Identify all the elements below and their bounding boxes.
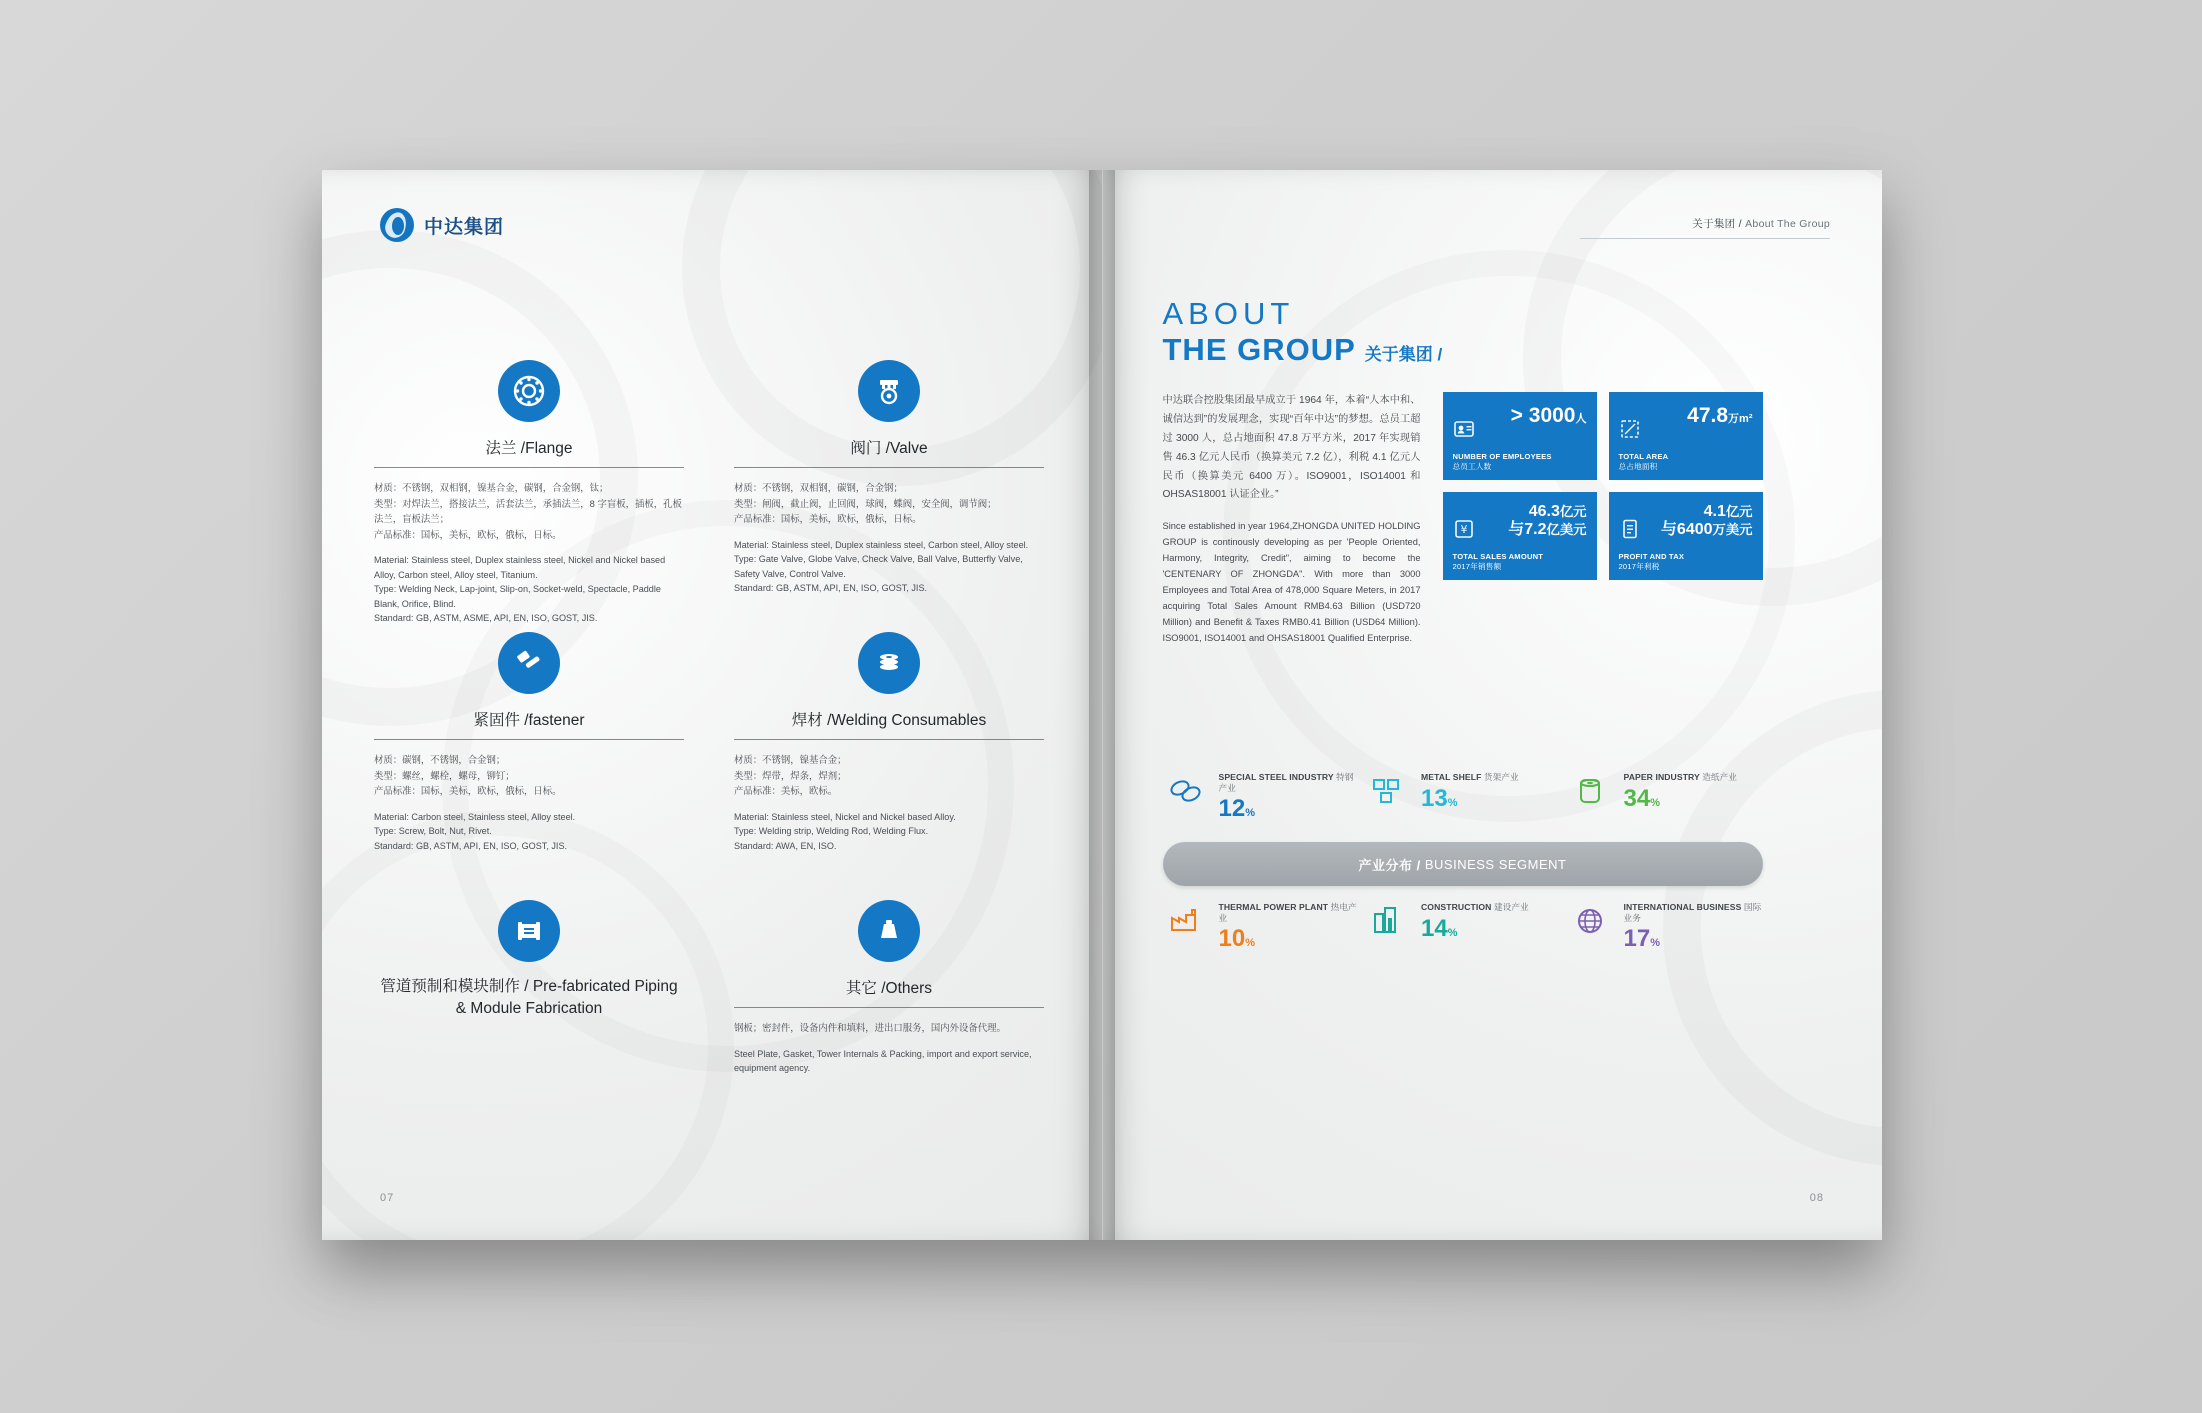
segment-text <box>1219 900 1358 952</box>
welding-consumables-icon <box>858 632 920 694</box>
segment-value <box>1421 916 1529 941</box>
segment-text <box>1421 770 1519 811</box>
stat-sup: 与 <box>1660 521 1677 539</box>
sales-icon <box>1453 518 1475 540</box>
segment-suffix: % <box>1650 937 1660 950</box>
stat-number: > 3000 <box>1510 404 1576 427</box>
stat-label-cn: 总占地面积 <box>1618 462 1658 472</box>
segment-name-cn: 特钢产业 <box>1218 772 1354 793</box>
category-text-cn: 材质：碳钢，不锈钢，合金钢； 类型：螺丝，螺栓，螺母，铆钉； 产品标准：国标，美标，欧标，俄标，日标。 <box>374 754 562 797</box>
piping-module-icon <box>498 900 560 962</box>
segment-text <box>1421 900 1529 941</box>
segment-number: 14 <box>1421 914 1448 942</box>
segment-number: 13 <box>1421 784 1448 812</box>
stat-profit-tax <box>1609 492 1763 580</box>
segment-name-cn: 货架产业 <box>1483 772 1519 782</box>
category-fastener <box>374 632 684 853</box>
about-paragraph-en: Since established in year 1964,ZHONGDA UNITED HOLDING GROUP is continously developing as per 'People Oriented, Harmony, Integrity, Credit", aiming to become the 'CENTENARY OF ZHONGDA". With more than 3000 Employees and Total Area of 478,000 Square Meters, in 2017 acquiring Total Sales Amount RMB4.63 Billion (USD720 Million) and Benefit & Taxes RMB0.41 Billion (USD64 Million). ISO9001, ISO14001 and OHSAS18001 Qualified Enterprise. <box>1162 521 1421 644</box>
stat-label-cn: 总员工人数 <box>1452 462 1492 472</box>
segment-suffix: % <box>1447 926 1458 939</box>
brochure-spread <box>322 170 1882 1240</box>
segment-name <box>1421 902 1529 913</box>
segment-international-business <box>1568 900 1763 952</box>
category-others <box>734 900 1044 1076</box>
category-title: 其它 /Others <box>845 980 933 997</box>
divider <box>734 1007 1044 1008</box>
segment-suffix: % <box>1245 937 1255 950</box>
logo-text: 中达集团 <box>424 216 505 238</box>
about-body <box>1163 392 1421 647</box>
page-number-right: 08 <box>1809 1192 1824 1204</box>
about-paragraph-cn: 中达联合控股集团最早成立于 1964 年，本着“人本中和、诚信达到”的发展理念，实现“百年中达”的梦想。总员工超过 3000 人，总占地面积 47.8 万平方米，2017 年实现销售 46.3 亿元人民币（换算美元 7.2 亿），利税 4.1 亿元人民币（换算美元 6400 万）。ISO9001，ISO14001 和 OHSAS18001 认证企业。” <box>1162 395 1421 501</box>
category-text-en: Material: Stainless steel, Duplex stainless steel, Nickel and Nickel based Alloy, Carbon steel, Alloy steel, Titanium. Type: Welding Neck, Lap-joint, Slip-on, Socket-weld, Spectacle, Paddle Blank, Orifice, Blind. Standard: GB, ASTM, ASME, API, EN, ISO, GOST, JIS. <box>374 555 666 624</box>
international-business-icon <box>1568 900 1614 942</box>
stat-number: 4.1 <box>1703 503 1726 520</box>
category-flange <box>374 360 684 626</box>
segment-name-cn: 国际业务 <box>1623 902 1762 923</box>
segment-metal-shelf <box>1365 770 1560 822</box>
segment-text <box>1624 770 1738 811</box>
stat-label-en: TOTAL SALES AMOUNT <box>1452 552 1544 562</box>
page-title <box>1163 296 1443 368</box>
segment-name <box>1219 772 1358 793</box>
paper-industry-icon <box>1568 770 1614 812</box>
category-piping-module <box>374 900 684 1030</box>
segment-special-steel <box>1163 770 1358 822</box>
construction-icon <box>1365 900 1411 942</box>
segment-name-cn: 建设产业 <box>1493 902 1529 912</box>
segment-value <box>1624 786 1738 811</box>
stat-label-cn: 2017年销售额 <box>1452 562 1502 572</box>
segment-construction <box>1365 900 1560 952</box>
category-text-cn: 钢板；密封件，设备内件和填料，进出口服务，国内外设备代理。 <box>734 1022 1006 1033</box>
category-welding-consumables <box>734 632 1044 853</box>
segment-name <box>1624 902 1763 923</box>
segment-suffix: % <box>1447 796 1458 809</box>
breadcrumb <box>1692 216 1830 231</box>
segment-number: 10 <box>1218 925 1246 953</box>
stat-unit: 亿元 <box>1559 504 1587 519</box>
stat-total-sales <box>1443 492 1597 580</box>
segment-value <box>1219 926 1358 951</box>
segment-value <box>1421 786 1519 811</box>
category-text-cn: 材质：不锈钢，镍基合金； 类型：焊带，焊条，焊剂； 产品标准：美标，欧标。 <box>734 754 847 797</box>
segment-name-en: PAPER INDUSTRY <box>1623 772 1700 782</box>
stat-sup: 与 <box>1508 521 1525 539</box>
category-title: 阀门 /Valve <box>850 440 928 457</box>
category-title: 管道预制和模块制作 / Pre-fabricated Piping & Module Fabrication <box>380 978 678 1018</box>
page-title-en: THE GROUP <box>1162 332 1356 367</box>
category-text-cn: 材质：不锈钢，双相钢，镍基合金，碳钢，合金钢，钛； 类型：对焊法兰，搭接法兰，活套法兰，承插法兰，8 字盲板，插板，孔板法兰，盲板法兰； 产品标准：国标，美标，欧标，俄标，日标。 <box>374 482 682 540</box>
breadcrumb-divider <box>1580 238 1830 239</box>
segment-name-en: SPECIAL STEEL INDUSTRY <box>1218 772 1334 782</box>
segment-text <box>1219 770 1358 822</box>
divider <box>734 739 1044 740</box>
segment-text <box>1624 900 1763 952</box>
segment-value <box>1624 926 1763 951</box>
business-segments-bottom <box>1163 900 1763 952</box>
stat-number-2: 6400 <box>1676 521 1713 539</box>
category-text-cn: 材质：不锈钢，双相钢，碳钢，合金钢； 类型：闸阀，截止阀，止回阀，球阀，蝶阀，安全阀，调节阀； 产品标准：国标，美标，欧标，俄标，日标。 <box>734 482 997 525</box>
page-title-line1: ABOUT <box>1162 296 1295 331</box>
stat-unit: 亿元 <box>1725 504 1753 519</box>
stat-label-en: TOTAL AREA <box>1618 452 1669 462</box>
category-text-en: Steel Plate, Gasket, Tower Internals & Packing, import and export service, equipment agency. <box>734 1048 1032 1074</box>
svg-text:¥: ¥ <box>1460 523 1467 536</box>
page-title-cn: 关于集团 / <box>1364 345 1443 364</box>
valve-icon <box>858 360 920 422</box>
stat-label-en: PROFIT AND TAX <box>1618 552 1685 562</box>
fastener-icon <box>498 632 560 694</box>
segment-value <box>1219 796 1358 821</box>
segment-number: 17 <box>1623 925 1651 953</box>
category-title: 焊材 /Welding Consumables <box>791 712 987 729</box>
key-figures <box>1443 392 1763 580</box>
segment-name <box>1421 772 1519 783</box>
stat-total-area <box>1609 392 1763 480</box>
business-segment-banner <box>1163 842 1763 886</box>
stat-unit-2: 亿美元 <box>1546 522 1587 538</box>
stat-label <box>1453 452 1552 472</box>
area-icon <box>1619 418 1641 440</box>
flange-icon <box>498 360 560 422</box>
segment-name-en: METAL SHELF <box>1421 772 1482 782</box>
company-logo <box>380 208 504 242</box>
stat-number-2: 7.2 <box>1524 521 1547 539</box>
page-number-left: 07 <box>380 1192 395 1204</box>
page-left <box>322 170 1103 1240</box>
segment-name-en: THERMAL POWER PLANT <box>1218 902 1329 912</box>
segment-name-cn: 热电产业 <box>1218 902 1357 923</box>
stat-unit-2: 万美元 <box>1712 522 1753 538</box>
category-text-en: Material: Stainless steel, Duplex stainless steel, Carbon steel, Alloy steel. Type: Gate Valve, Globe Valve, Check Valve, Ball Valve, Butterfly Valve, Safety Valve, Control Valve. Standard: GB, ASTM, API, EN, ISO, GOST, JIS. <box>734 539 1029 594</box>
thermal-power-icon <box>1163 900 1209 942</box>
segment-name <box>1624 772 1738 783</box>
banner-label-en: BUSINESS SEGMENT <box>1424 856 1567 872</box>
special-steel-icon <box>1163 770 1209 812</box>
metal-shelf-icon <box>1365 770 1411 812</box>
segment-paper-industry <box>1568 770 1763 822</box>
employees-icon <box>1453 418 1475 440</box>
category-text-en: Material: Carbon steel, Stainless steel, Alloy steel. Type: Screw, Bolt, Nut, Rivet. Standard: GB, ASTM, API, EN, ISO, GOST, JIS. <box>374 811 576 851</box>
segment-name-cn: 造纸产业 <box>1702 772 1737 782</box>
stat-label <box>1453 552 1544 572</box>
segment-suffix: % <box>1245 807 1255 820</box>
segment-number: 12 <box>1218 795 1246 823</box>
stat-number: 46.3 <box>1528 503 1560 520</box>
stat-unit: 人 <box>1575 413 1587 425</box>
page-title-line2 <box>1163 332 1443 368</box>
stat-label-cn: 2017年利税 <box>1618 562 1660 572</box>
segment-thermal-power <box>1163 900 1358 952</box>
stat-unit: 万m² <box>1728 413 1753 425</box>
breadcrumb-cn: 关于集团 / <box>1692 218 1742 230</box>
segment-number: 34 <box>1623 784 1651 812</box>
page-right <box>1103 170 1883 1240</box>
category-valve <box>734 360 1044 596</box>
business-segments-top <box>1163 770 1763 822</box>
breadcrumb-en: About The Group <box>1745 218 1830 230</box>
divider <box>374 467 684 468</box>
segment-name-en: CONSTRUCTION <box>1421 902 1492 912</box>
segment-name-en: INTERNATIONAL BUSINESS <box>1623 902 1742 912</box>
stat-label <box>1619 452 1669 472</box>
stat-employees <box>1443 392 1597 480</box>
stat-label-en: NUMBER OF EMPLOYEES <box>1452 452 1552 462</box>
category-title: 法兰 /Flange <box>485 440 573 457</box>
divider <box>734 467 1044 468</box>
tax-icon <box>1619 518 1641 540</box>
logo-mark-icon <box>380 208 414 242</box>
segment-suffix: % <box>1650 796 1660 809</box>
stat-label <box>1619 552 1685 572</box>
stat-number: 47.8 <box>1687 404 1729 427</box>
banner-label-cn: 产业分布 / <box>1358 857 1421 873</box>
segment-name <box>1219 902 1358 923</box>
divider <box>374 739 684 740</box>
category-text-en: Material: Stainless steel, Nickel and Nickel based Alloy. Type: Welding strip, Welding Rod, Welding Flux. Standard: AWA, EN, ISO. <box>734 811 956 851</box>
category-title: 紧固件 /fastener <box>473 712 585 729</box>
others-icon <box>858 900 920 962</box>
